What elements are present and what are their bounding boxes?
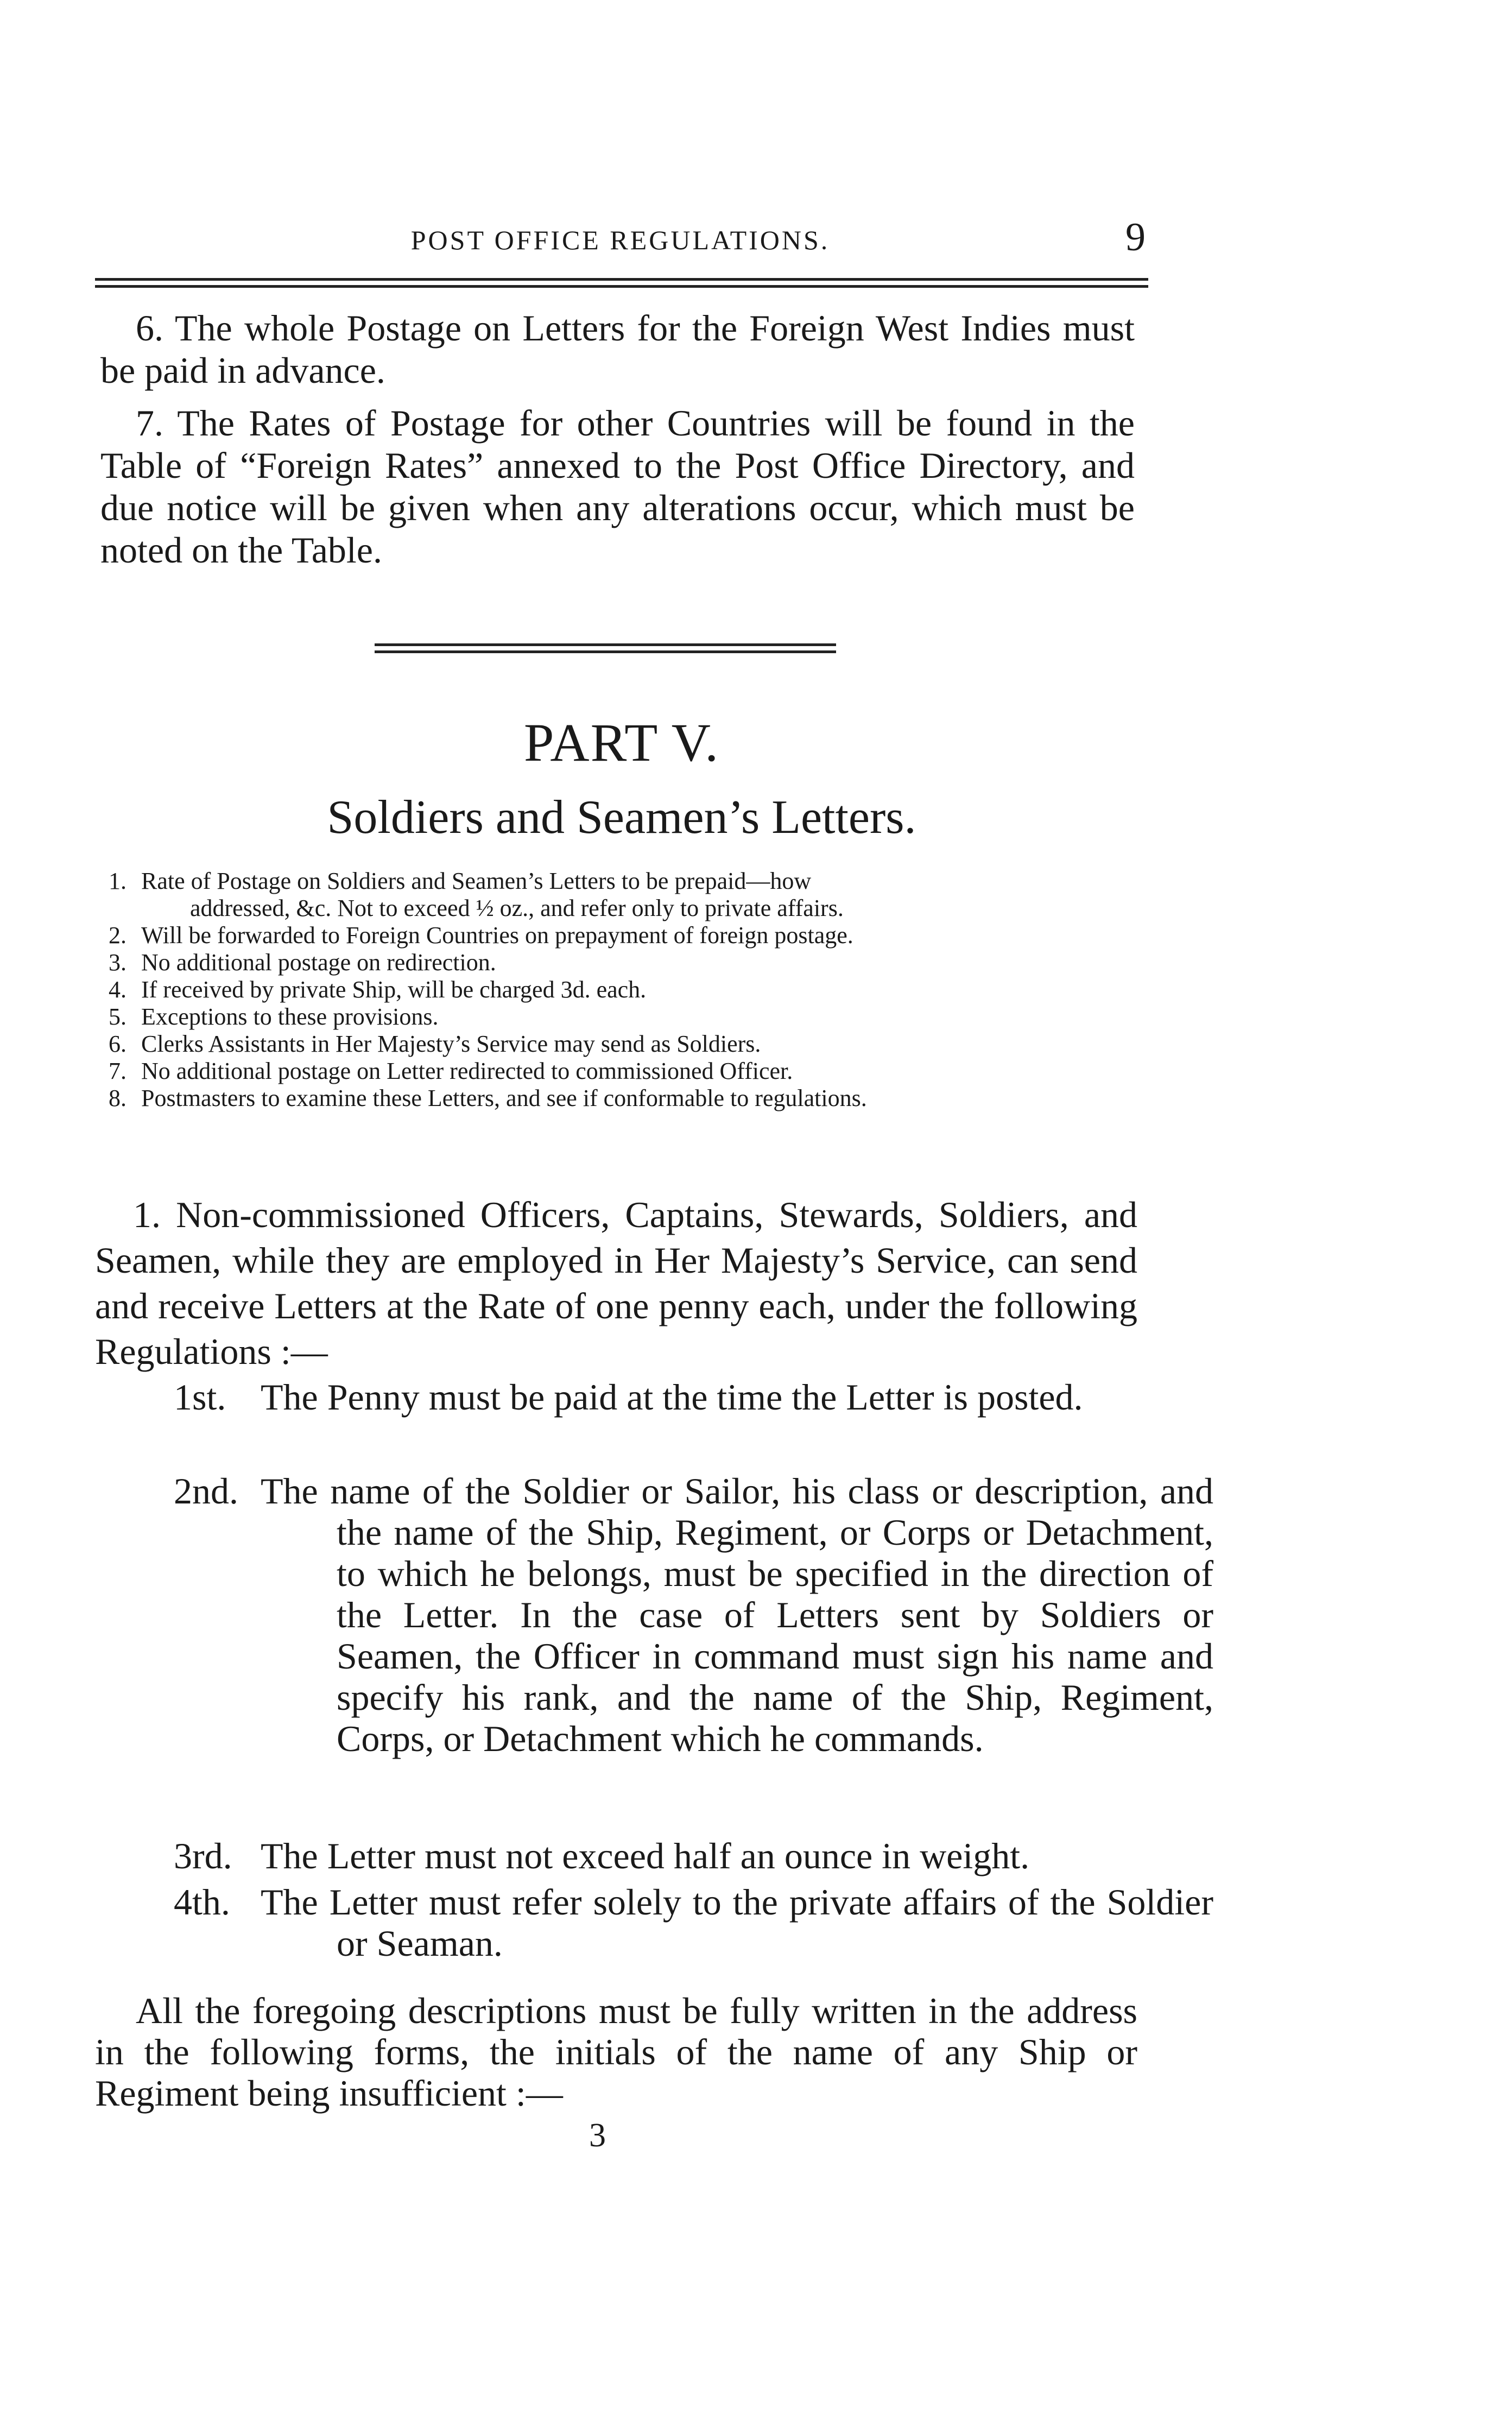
regulation-label: 4th. <box>174 1881 230 1923</box>
regulation-label: 1st. <box>174 1376 226 1418</box>
regulation-2nd <box>174 1470 1214 1823</box>
summary-item <box>109 1003 1146 1031</box>
summary-item <box>109 1058 1146 1085</box>
regulation-lead-word-inline: The <box>261 1376 327 1418</box>
summary-text: Will be forwarded to Foreign Countries on prepayment of foreign postage. <box>141 922 853 949</box>
summary-item <box>109 976 1146 1003</box>
regulation-label: 2nd. <box>174 1470 238 1512</box>
regulation-text <box>261 1376 1213 1418</box>
page-number: 9 <box>1125 215 1146 260</box>
summary-text: Rate of Postage on Soldiers and Seamen’s Letters to be prepaid—how <box>141 868 812 894</box>
regulation-1st <box>174 1376 1140 1463</box>
summary-number: 5. <box>109 1003 126 1030</box>
paragraph-text: The Rates of Postage for other Countries will be found in the Table of “Foreign Rates” annexed to the Post Office Directory, and due notice will be given when any alterations occur, which must be noted on the Table. <box>100 402 1135 571</box>
paragraph-7 <box>100 402 1135 571</box>
summary-item <box>109 1031 1146 1058</box>
summary-text-continued: addressed, &c. Not to exceed ½ oz., and refer only to private affairs. <box>190 895 844 921</box>
summary-text: Clerks Assistants in Her Majesty’s Service may send as Soldiers. <box>141 1031 761 1057</box>
running-title: POST OFFICE REGULATIONS. <box>410 225 830 255</box>
closing-paragraph: All the foregoing descriptions must be fully written in the address in the following forms, the initials of the name of any Ship or Regiment being insufficient :— <box>95 1990 1137 2114</box>
summary-text: No additional postage on Letter redirected to commissioned Officer. <box>141 1058 793 1084</box>
summary-text: No additional postage on redirection. <box>141 949 496 976</box>
regulation-text <box>261 1881 1213 1964</box>
summary-number: 4. <box>109 976 126 1003</box>
paragraph-number: 6. <box>136 307 163 349</box>
paragraph-number: 7. <box>136 402 163 444</box>
paragraph-number: 1. <box>133 1194 161 1235</box>
summary-text: If received by private Ship, will be charged 3d. each. <box>141 976 647 1003</box>
summary-text: Postmasters to examine these Letters, and see if conformable to regulations. <box>141 1085 867 1111</box>
summary-number: 3. <box>109 949 126 976</box>
summary-item <box>109 922 1146 949</box>
section-1-paragraph <box>95 1192 1137 1374</box>
regulation-text-body: Penny must be paid at the time the Letter is posted. <box>327 1376 1083 1418</box>
summary-number: 1. <box>109 868 126 894</box>
regulation-text-body: Letter must not exceed half an ounce in weight. <box>327 1835 1030 1876</box>
paragraph-text: Non-commissioned Officers, Captains, Stewards, Soldiers, and Seamen, while they are employed in Her Majesty’s Service, can send and receive Letters at the Rate of one penny each, under the following Regulations :— <box>95 1194 1137 1372</box>
signature-mark: 3 <box>589 2117 606 2154</box>
regulation-label: 3rd. <box>174 1835 232 1876</box>
summary-item <box>109 868 1146 922</box>
summary-item <box>109 949 1146 976</box>
paragraph-text: The whole Postage on Letters for the Foreign West Indies must be paid in advance. <box>100 307 1135 391</box>
summary-number: 2. <box>109 922 126 949</box>
summary-item <box>109 1085 1146 1112</box>
paragraph-6 <box>100 307 1135 391</box>
summary-number: 8. <box>109 1085 126 1111</box>
section-summary <box>109 868 1146 1112</box>
regulation-4th <box>174 1881 1213 1974</box>
regulation-text-body: name of the Soldier or Sailor, his class or description, and the name of the Ship, Regiment, or Corps or Detachment, to which he belongs, must be specified in the direction of the Letter. In the case of Letters sent by Soldiers or Seamen, the Officer in command must sign his name and specify his rank, and the name of the Ship, Regiment, Corps, or Detachment which he commands. <box>330 1470 1214 1759</box>
part-subtitle: Soldiers and Seamen’s Letters. <box>327 791 916 844</box>
regulation-text <box>261 1470 1213 1759</box>
summary-number: 6. <box>109 1031 126 1057</box>
part-divider-rule <box>375 643 836 653</box>
summary-text: Exceptions to these provisions. <box>141 1003 439 1030</box>
regulation-text <box>261 1835 1213 1876</box>
regulation-lead-word-inline: The <box>261 1881 330 1923</box>
part-heading: PART V. <box>523 712 720 773</box>
regulation-3rd <box>174 1835 1140 1884</box>
header-double-rule <box>95 278 1148 288</box>
running-head <box>95 214 1146 263</box>
summary-number: 7. <box>109 1058 126 1084</box>
regulation-lead-word-inline: The <box>261 1470 331 1512</box>
regulation-text-body: Letter must refer solely to the private affairs of the Soldier or Seaman. <box>329 1881 1213 1964</box>
regulation-lead-word-inline: The <box>261 1835 327 1876</box>
